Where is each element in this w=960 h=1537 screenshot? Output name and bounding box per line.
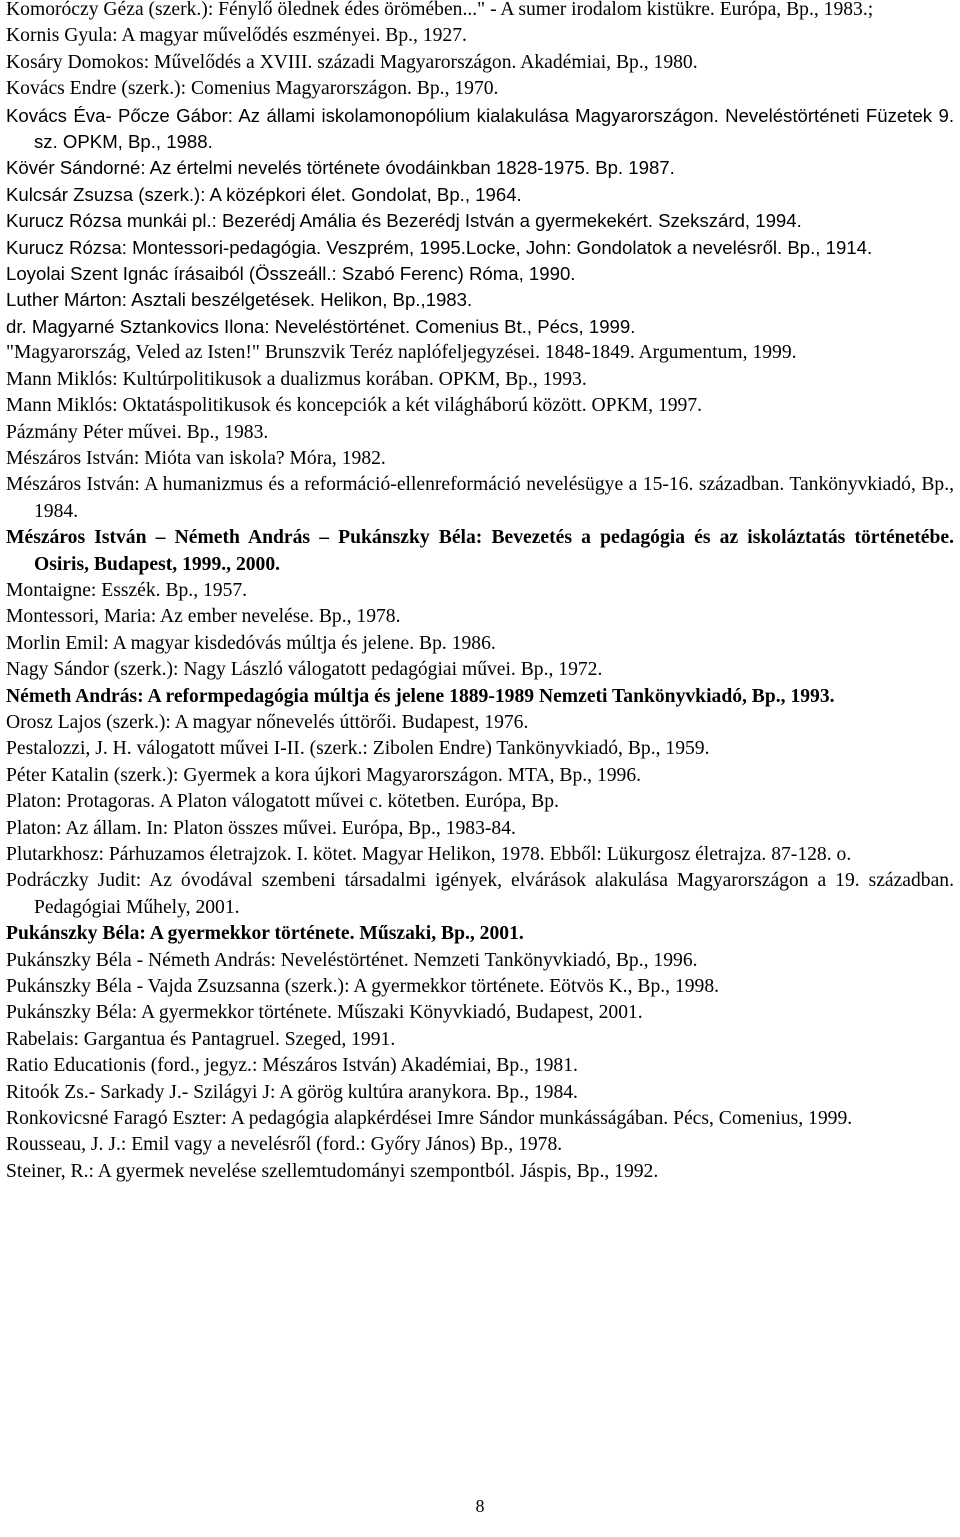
bibliography-entry: Platon: Az állam. In: Platon összes művei. Európa, Bp., 1983-84. [6, 817, 516, 839]
bibliography-entry: Kosáry Domokos: Művelődés a XVIII. századi Magyarországon. Akadémiai, Bp., 1980. [6, 51, 698, 73]
bibliography-entry: dr. Magyarné Sztankovics Ilona: Neveléstörténet. Comenius Bt., Pécs, 1999. [6, 315, 636, 337]
bibliography-entry: Kurucz Rózsa munkái pl.: Bezerédj Amália és Bezerédj István a gyermekekért. Szekszárd, 1994. [6, 210, 802, 232]
bibliography-entry: Pukánszky Béla: A gyermekkor története. Műszaki Könyvkiadó, Budapest, 2001. [6, 1002, 643, 1024]
bibliography-entry: Mészáros István: Mióta van iskola? Móra, 1982. [6, 447, 386, 469]
bibliography-entry: Platon: Protagoras. A Platon válogatott művei c. kötetben. Európa, Bp. [6, 791, 559, 813]
bibliography-entry: Mann Miklós: Kultúrpolitikusok a dualizmus korában. OPKM, Bp., 1993. [6, 368, 587, 390]
bibliography-entry: "Magyarország, Veled az Isten!" Brunszvik Teréz naplófeljegyzései. 1848-1849. Argumentum, 1999. [6, 342, 797, 364]
bibliography-entry: Luther Márton: Asztali beszélgetések. Helikon, Bp.,1983. [6, 289, 473, 311]
bibliography-entry: Pukánszky Béla - Németh András: Neveléstörténet. Nemzeti Tankönyvkiadó, Bp., 1996. [6, 949, 698, 971]
bibliography-entry: Pukánszky Béla - Vajda Zsuzsanna (szerk.): A gyermekkor története. Eötvös K., Bp., 1998. [6, 976, 720, 998]
bibliography-entry: Péter Katalin (szerk.): Gyermek a kora újkori Magyarországon. MTA, Bp., 1996. [6, 764, 642, 786]
bibliography-entry: Kulcsár Zsuzsa (szerk.): A középkori élet. Gondolat, Bp., 1964. [6, 183, 522, 205]
bibliography-entry: Steiner, R.: A gyermek nevelése szellemtudományi szempontból. Jáspis, Bp., 1992. [6, 1160, 659, 1182]
bibliography-entry: Kovács Endre (szerk.): Comenius Magyarországon. Bp., 1970. [6, 78, 499, 100]
bibliography-entry: Pestalozzi, J. H. válogatott művei I-II. (szerk.: Zibolen Endre) Tankönyvkiadó, Bp., 1959. [6, 738, 710, 760]
bibliography-entry: Mészáros István: A humanizmus és a reformáció-ellenreformáció nevelésügye a 15-16. században. Tankönyvkiadó, Bp., 1984. [6, 474, 954, 522]
bibliography-entry: Pázmány Péter művei. Bp., 1983. [6, 421, 269, 443]
bibliography-entry: Ritoók Zs.- Sarkady J.- Szilágyi J: A görög kultúra aranykora. Bp., 1984. [6, 1081, 578, 1103]
bibliography-entry: Montaigne: Esszék. Bp., 1957. [6, 579, 248, 601]
bibliography-entry: Rabelais: Gargantua és Pantagruel. Szeged, 1991. [6, 1028, 396, 1050]
bibliography-entry: Kövér Sándorné: Az értelmi nevelés története óvodáinkban 1828-1975. Bp. 1987. [6, 157, 675, 179]
bibliography-entry: Pukánszky Béla: A gyermekkor története. Műszaki, Bp., 2001. [6, 923, 524, 945]
bibliography-entry: Loyolai Szent Ignác írásaiból (Összeáll.: Szabó Ferenc) Róma, 1990. [6, 263, 576, 285]
bibliography-entry: Montessori, Maria: Az ember nevelése. Bp., 1978. [6, 606, 401, 628]
bibliography-list [6, 0, 954, 1185]
bibliography-entry: Podráczky Judit: Az óvodával szembeni társadalmi igények, elvárások alakulása Magyarországon a 19. században. Pedagógiai Műhely, 2001. [6, 870, 954, 918]
bibliography-entry: Kurucz Rózsa: Montessori-pedagógia. Veszprém, 1995.Locke, John: Gondolatok a nevelésről. Bp., 1914. [6, 236, 873, 258]
page-number: 8 [475, 1496, 485, 1516]
bibliography-entry: Kovács Éva- Pőcze Gábor: Az állami iskolamonopólium kialakulása Magyarországon. Neveléstörténeti Füzetek 9. sz. OPKM, Bp., 1988. [6, 104, 954, 153]
bibliography-entry: Mann Miklós: Oktatáspolitikusok és koncepciók a két világháború között. OPKM, 1997. [6, 395, 703, 417]
bibliography-entry: Komoróczy Géza (szerk.): Fénylő ölednek édes örömében..." - A sumer irodalom kistükre. Európa, Bp., 1983.; [6, 0, 874, 20]
bibliography-entry: Mészáros István – Németh András – Pukánszky Béla: Bevezetés a pedagógia és az iskoláztatás történetébe. Osiris, Budapest, 1999., 2000. [6, 527, 954, 575]
bibliography-entry: Orosz Lajos (szerk.): A magyar nőnevelés úttörői. Budapest, 1976. [6, 711, 529, 733]
bibliography-entry: Ronkovicsné Faragó Eszter: A pedagógia alapkérdései Imre Sándor munkásságában. Pécs, Comenius, 1999. [6, 1108, 853, 1130]
bibliography-entry: Németh András: A reformpedagógia múltja és jelene 1889-1989 Nemzeti Tankönyvkiadó, Bp., 1993. [6, 685, 835, 707]
bibliography-entry: Ratio Educationis (ford., jegyz.: Mészáros István) Akadémiai, Bp., 1981. [6, 1055, 578, 1077]
bibliography-entry: Kornis Gyula: A magyar művelődés eszményei. Bp., 1927. [6, 25, 467, 47]
bibliography-entry: Morlin Emil: A magyar kisdedóvás múltja és jelene. Bp. 1986. [6, 632, 496, 654]
bibliography-entry: Nagy Sándor (szerk.): Nagy László válogatott pedagógiai művei. Bp., 1972. [6, 659, 603, 681]
bibliography-page [6, 0, 954, 1537]
bibliography-entry: Plutarkhosz: Párhuzamos életrajzok. I. kötet. Magyar Helikon, 1978. Ebből: Lükurgosz életrajza. 87-128. o. [6, 844, 852, 865]
bibliography-entry: Rousseau, J. J.: Emil vagy a nevelésről (ford.: Győry János) Bp., 1978. [6, 1134, 563, 1156]
